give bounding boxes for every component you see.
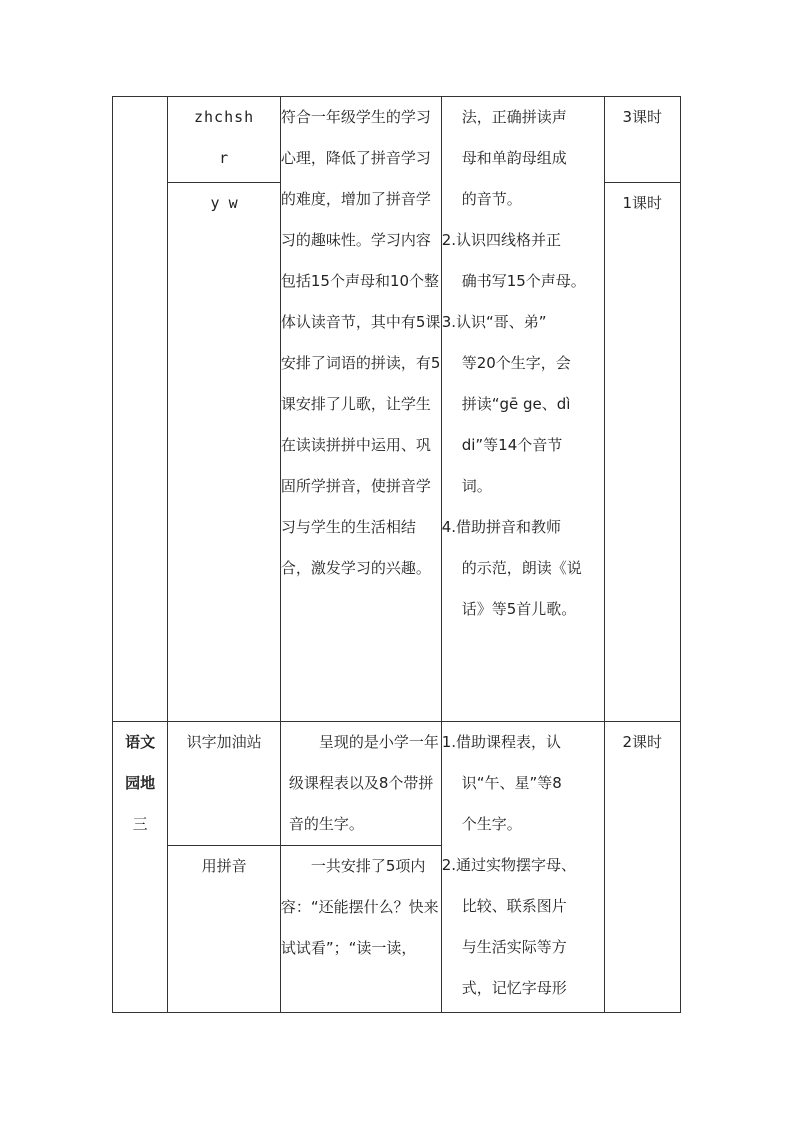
goal-line: di”等14个音节 <box>461 436 563 454</box>
pinyin-line-2: r <box>219 149 230 167</box>
goal-line: 1.借助课程表，认 <box>441 733 562 751</box>
goal-line: 与生活实际等方 <box>461 938 567 956</box>
unit-title-line-1: 语文 <box>125 733 156 751</box>
pinyin-line-1: zhchsh <box>193 108 255 126</box>
unit-title-line-2: 园地 <box>125 774 156 792</box>
goal-line: 2.通过实物摆字母、 <box>441 856 577 874</box>
goal-line: 的示范，朗读《说 <box>461 559 582 577</box>
hours-cell-3: 3课时 <box>604 97 680 183</box>
content-cell-pinyin-use: 一共安排了5项内容：“还能摆什么？快来试试看”；“读一读， <box>280 846 441 1013</box>
hours-cell-2: 2课时 <box>604 722 680 1013</box>
table-row <box>113 722 681 846</box>
goal-line: 式，记忆字母形 <box>461 979 567 997</box>
goal-line: 法，正确拼读声 <box>461 108 567 126</box>
goal-line: 4.借助拼音和教师 <box>441 518 562 536</box>
goal-line: 比较、联系图片 <box>461 897 567 915</box>
goal-line: 拼读“gē ge、dì <box>461 395 571 413</box>
goal-line: 母和单韵母组成 <box>461 149 567 167</box>
goal-line: 话》等5首儿歌。 <box>461 600 577 618</box>
content-cell-literacy: 呈现的是小学一年级课程表以及8个带拼音的生字。 <box>280 722 441 846</box>
item-cell-pinyin-use: 用拼音 <box>168 846 281 1013</box>
goal-line: 词。 <box>461 477 492 495</box>
goal-line: 识“午、星”等8 <box>461 774 562 792</box>
hours-cell-1: 1课时 <box>604 183 680 722</box>
pinyin-cell-yw: y w <box>168 183 281 722</box>
content-cell-pinyin: 符合一年级学生的学习心理，降低了拼音学习的难度，增加了拼音学习的趣味性。学习内容包括15个声母和10个整体认读音节，其中有5课安排了词语的拼读，有5课安排了儿歌，让学生在读读拼拼中运用、巩固所学拼音，使拼音学习与学生的生活相结合，激发学习的兴趣。 <box>280 97 441 722</box>
goals-cell-garden <box>441 722 604 1013</box>
item-cell-literacy: 识字加油站 <box>168 722 281 846</box>
unit-title-line-3: 三 <box>132 815 148 833</box>
goal-line: 的音节。 <box>461 190 522 208</box>
goal-line: 个生字。 <box>461 815 522 833</box>
goal-line: 等20个生字，会 <box>461 354 571 372</box>
goal-line: 确书写15个声母。 <box>461 272 586 290</box>
lesson-plan-table <box>112 96 681 1013</box>
pinyin-cell-zhchshr <box>168 97 281 183</box>
goals-cell-pinyin <box>441 97 604 722</box>
unit-cell-empty <box>113 97 168 722</box>
unit-title-cell <box>113 722 168 1013</box>
table-row <box>113 97 681 183</box>
goal-line: 3.认识“哥、弟” <box>441 313 547 331</box>
goal-line: 2.认识四线格并正 <box>441 231 562 249</box>
